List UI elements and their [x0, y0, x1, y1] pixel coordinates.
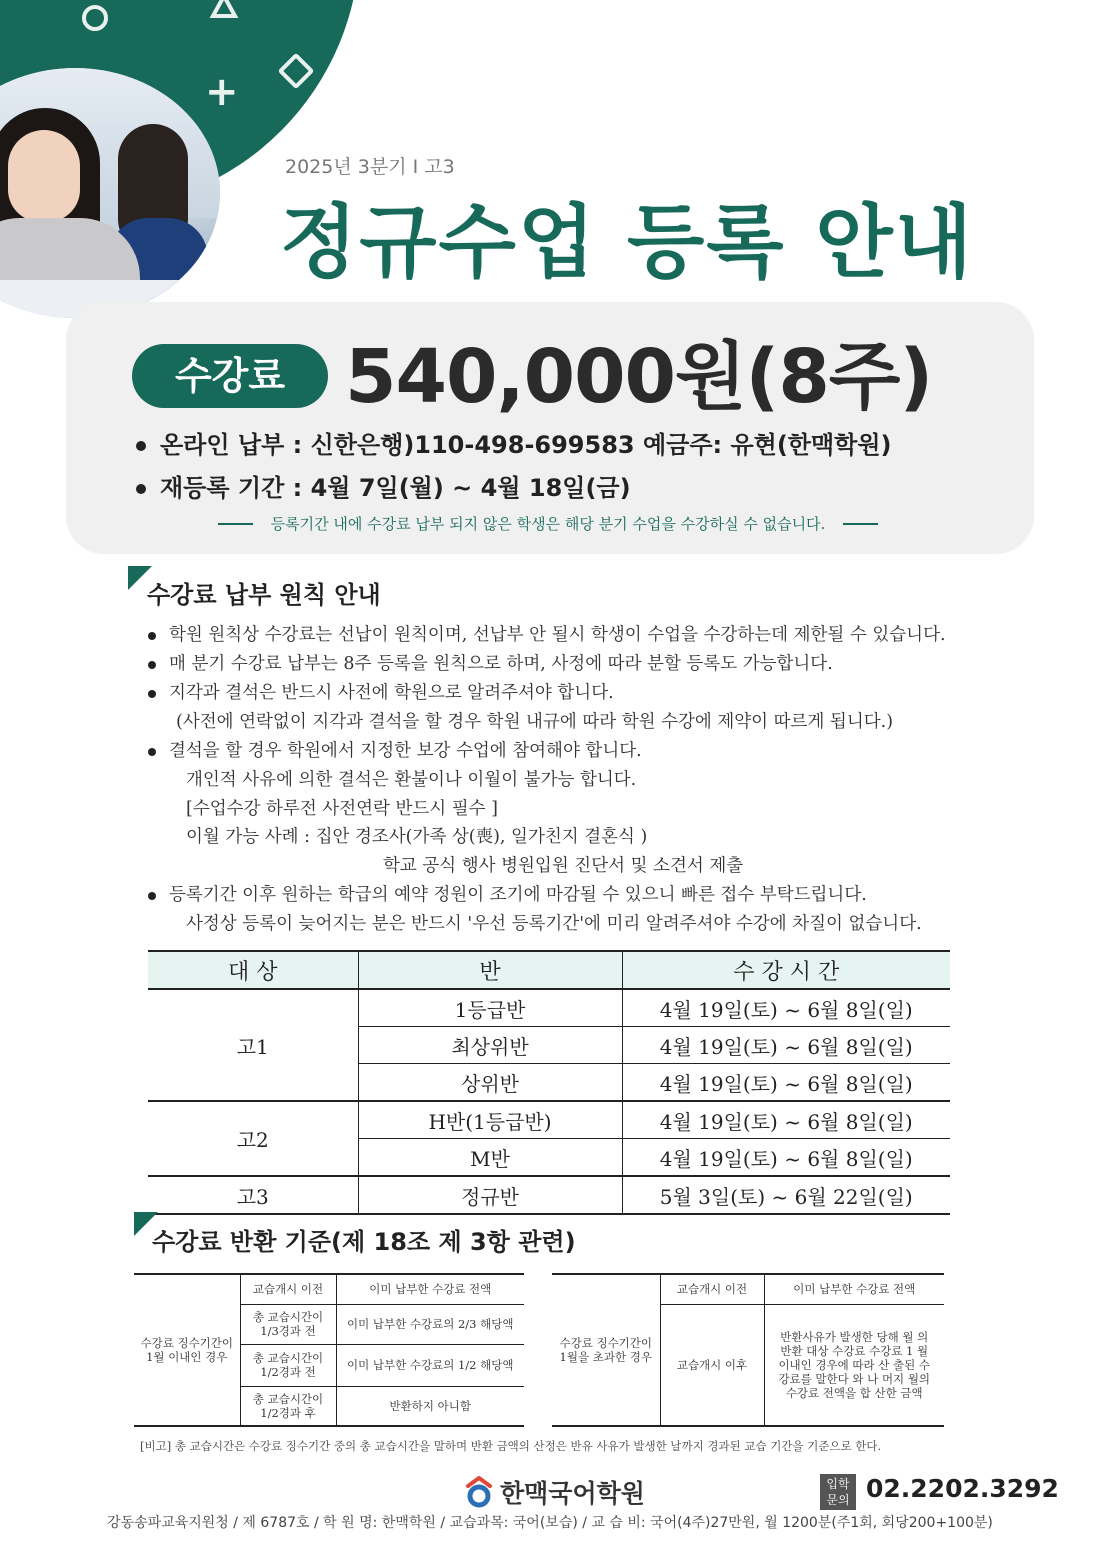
refund-heading: 수강료 반환 기준(제 18조 제 3항 관련)	[152, 1228, 576, 1256]
principle-line: 이월 가능 사례 : 집안 경조사(가족 상(喪), 일가친지 결혼식 )	[186, 827, 648, 847]
principle-line: (사전에 연락없이 지각과 결석을 할 경우 학원 내규에 따라 학원 수강에 제약이 따르게 됩니다.)	[176, 712, 894, 732]
refund-when: 총 교습시간이 1/2경과 후	[240, 1386, 336, 1426]
refund-remark: [비고] 총 교습시간은 수강료 징수기간 중의 총 교습시간을 말하며 반환 금액의 산정은 반유 사유가 발생한 날까지 경과된 교습 기간을 기준으로 한다.	[140, 1439, 882, 1453]
header-target: 대 상	[148, 951, 358, 989]
refund-amount: 반환하지 아니함	[336, 1386, 524, 1426]
time-cell: 4월 19일(토) ~ 6월 8일(일)	[622, 1101, 950, 1139]
class-cell: M반	[358, 1139, 622, 1177]
time-cell: 4월 19일(토) ~ 6월 8일(일)	[622, 1027, 950, 1064]
refund-when: 총 교습시간이 1/3경과 전	[240, 1304, 336, 1344]
dash-divider	[843, 523, 878, 525]
page-subtitle: 2025년 3분기 I 고3	[285, 156, 455, 178]
schedule-table	[148, 950, 950, 1215]
class-cell: 최상위반	[358, 1027, 622, 1064]
dash-divider	[218, 523, 253, 525]
time-cell: 4월 19일(토) ~ 6월 8일(일)	[622, 989, 950, 1027]
header-time: 수 강 시 간	[622, 951, 950, 989]
header-class: 반	[358, 951, 622, 989]
refund-category: 수강료 징수기간이 1월 이내인 경우	[134, 1274, 240, 1426]
table-row	[148, 1101, 950, 1139]
refund-category: 수강료 징수기간이 1월을 초과한 경우	[552, 1274, 660, 1426]
bullet-icon	[148, 892, 156, 900]
target-cell: 고3	[148, 1176, 358, 1214]
students-photo	[0, 68, 220, 318]
bullet-icon	[136, 441, 146, 451]
class-cell: 상위반	[358, 1064, 622, 1102]
plus-shape-icon: +	[205, 69, 239, 115]
academy-logo-icon	[462, 1474, 496, 1508]
class-cell: H반(1등급반)	[358, 1101, 622, 1139]
table-row	[148, 989, 950, 1027]
table-row	[134, 1274, 524, 1304]
principle-line: 학교 공식 행사 병원입원 진단서 및 소견서 제출	[383, 856, 744, 876]
refund-amount: 이미 납부한 수강료의 1/2 해당액	[336, 1344, 524, 1386]
bullet-icon	[148, 632, 156, 640]
inquiry-badge: 입학 문의	[820, 1474, 856, 1510]
target-cell: 고2	[148, 1101, 358, 1176]
academy-name: 한맥국어학원	[500, 1479, 645, 1508]
circle-shape-icon	[82, 5, 108, 31]
refund-amount: 반환사유가 발생한 당해 월 의 반환 대상 수강료 수강료 1 월 이내인 경우에 따라 산 출된 수강료를 말한다 와 나 머지 월의 수강료 전액을 합 산한 금액	[764, 1304, 944, 1426]
triangle-shape-icon	[208, 0, 240, 20]
principle-line: 사정상 등록이 늦어지는 분은 반드시 '우선 등록기간'에 미리 알려주셔야 수강에 차질이 없습니다.	[186, 914, 922, 934]
time-cell: 4월 19일(토) ~ 6월 8일(일)	[622, 1064, 950, 1102]
bullet-icon	[148, 661, 156, 669]
target-cell: 고1	[148, 989, 358, 1101]
refund-table-left	[134, 1273, 524, 1427]
fee-amount: 540,000원(8주)	[345, 334, 933, 420]
refund-amount: 이미 납부한 수강료의 2/3 해당액	[336, 1304, 524, 1344]
refund-amount: 이미 납부한 수강료 전액	[764, 1274, 944, 1304]
registration-period: 재등록 기간 : 4월 7일(월) ~ 4월 18일(금)	[136, 468, 631, 503]
refund-table-right	[552, 1273, 944, 1427]
refund-when: 총 교습시간이 1/2경과 전	[240, 1344, 336, 1386]
table-row	[148, 1176, 950, 1214]
time-cell: 5월 3일(토) ~ 6월 22일(일)	[622, 1176, 950, 1214]
refund-when: 교습개시 이후	[660, 1304, 764, 1426]
principle-line: 등록기간 이후 원하는 학급의 예약 정원이 조기에 마감될 수 있으니 빠른 접수 부탁드립니다.	[148, 881, 867, 906]
fee-badge: 수강료	[132, 344, 328, 408]
class-cell: 1등급반	[358, 989, 622, 1027]
payment-info: 온라인 납부 : 신한은행)110-498-699583 예금주: 유현(한맥학원)	[136, 425, 892, 460]
refund-when: 교습개시 이전	[660, 1274, 764, 1304]
phone-number[interactable]: 02.2202.3292	[866, 1474, 1059, 1503]
principle-line: 결석을 할 경우 학원에서 지정한 보강 수업에 참여해야 합니다.	[148, 737, 642, 762]
principle-line: 학원 원칙상 수강료는 선납이 원칙이며, 선납부 안 될시 학생이 수업을 수강하는데 제한될 수 있습니다.	[148, 621, 946, 646]
schedule-header-row	[148, 951, 950, 989]
time-cell: 4월 19일(토) ~ 6월 8일(일)	[622, 1139, 950, 1177]
bullet-icon	[148, 748, 156, 756]
refund-amount: 이미 납부한 수강료 전액	[336, 1274, 524, 1304]
principles-heading: 수강료 납부 원칙 안내	[147, 581, 381, 609]
page-title: 정규수업 등록 안내	[280, 196, 974, 289]
principle-line: 지각과 결석은 반드시 사전에 학원으로 알려주셔야 합니다.	[148, 679, 614, 704]
refund-when: 교습개시 이전	[240, 1274, 336, 1304]
principle-line: 매 분기 수강료 납부는 8주 등록을 원칙으로 하며, 사정에 따라 분할 등록도 가능합니다.	[148, 650, 833, 675]
principle-line: [수업수강 하루전 사전연락 반드시 필수 ]	[186, 799, 498, 819]
bullet-icon	[136, 484, 146, 494]
footer-info: 강동송파교육지원청 / 제 6787호 / 학 원 명: 한맥학원 / 교습과목: 국어(보습) / 교 습 비: 국어(4주)27만원, 월 1200분(주1회, 회당200+100분)	[107, 1515, 993, 1531]
registration-notice: 등록기간 내에 수강료 납부 되지 않은 학생은 해당 분기 수업을 수강하실 수 없습니다.	[218, 513, 878, 534]
bullet-icon	[148, 690, 156, 698]
principle-line: 개인적 사유에 의한 결석은 환불이나 이월이 불가능 합니다.	[186, 770, 637, 790]
table-row	[552, 1274, 944, 1304]
class-cell: 정규반	[358, 1176, 622, 1214]
